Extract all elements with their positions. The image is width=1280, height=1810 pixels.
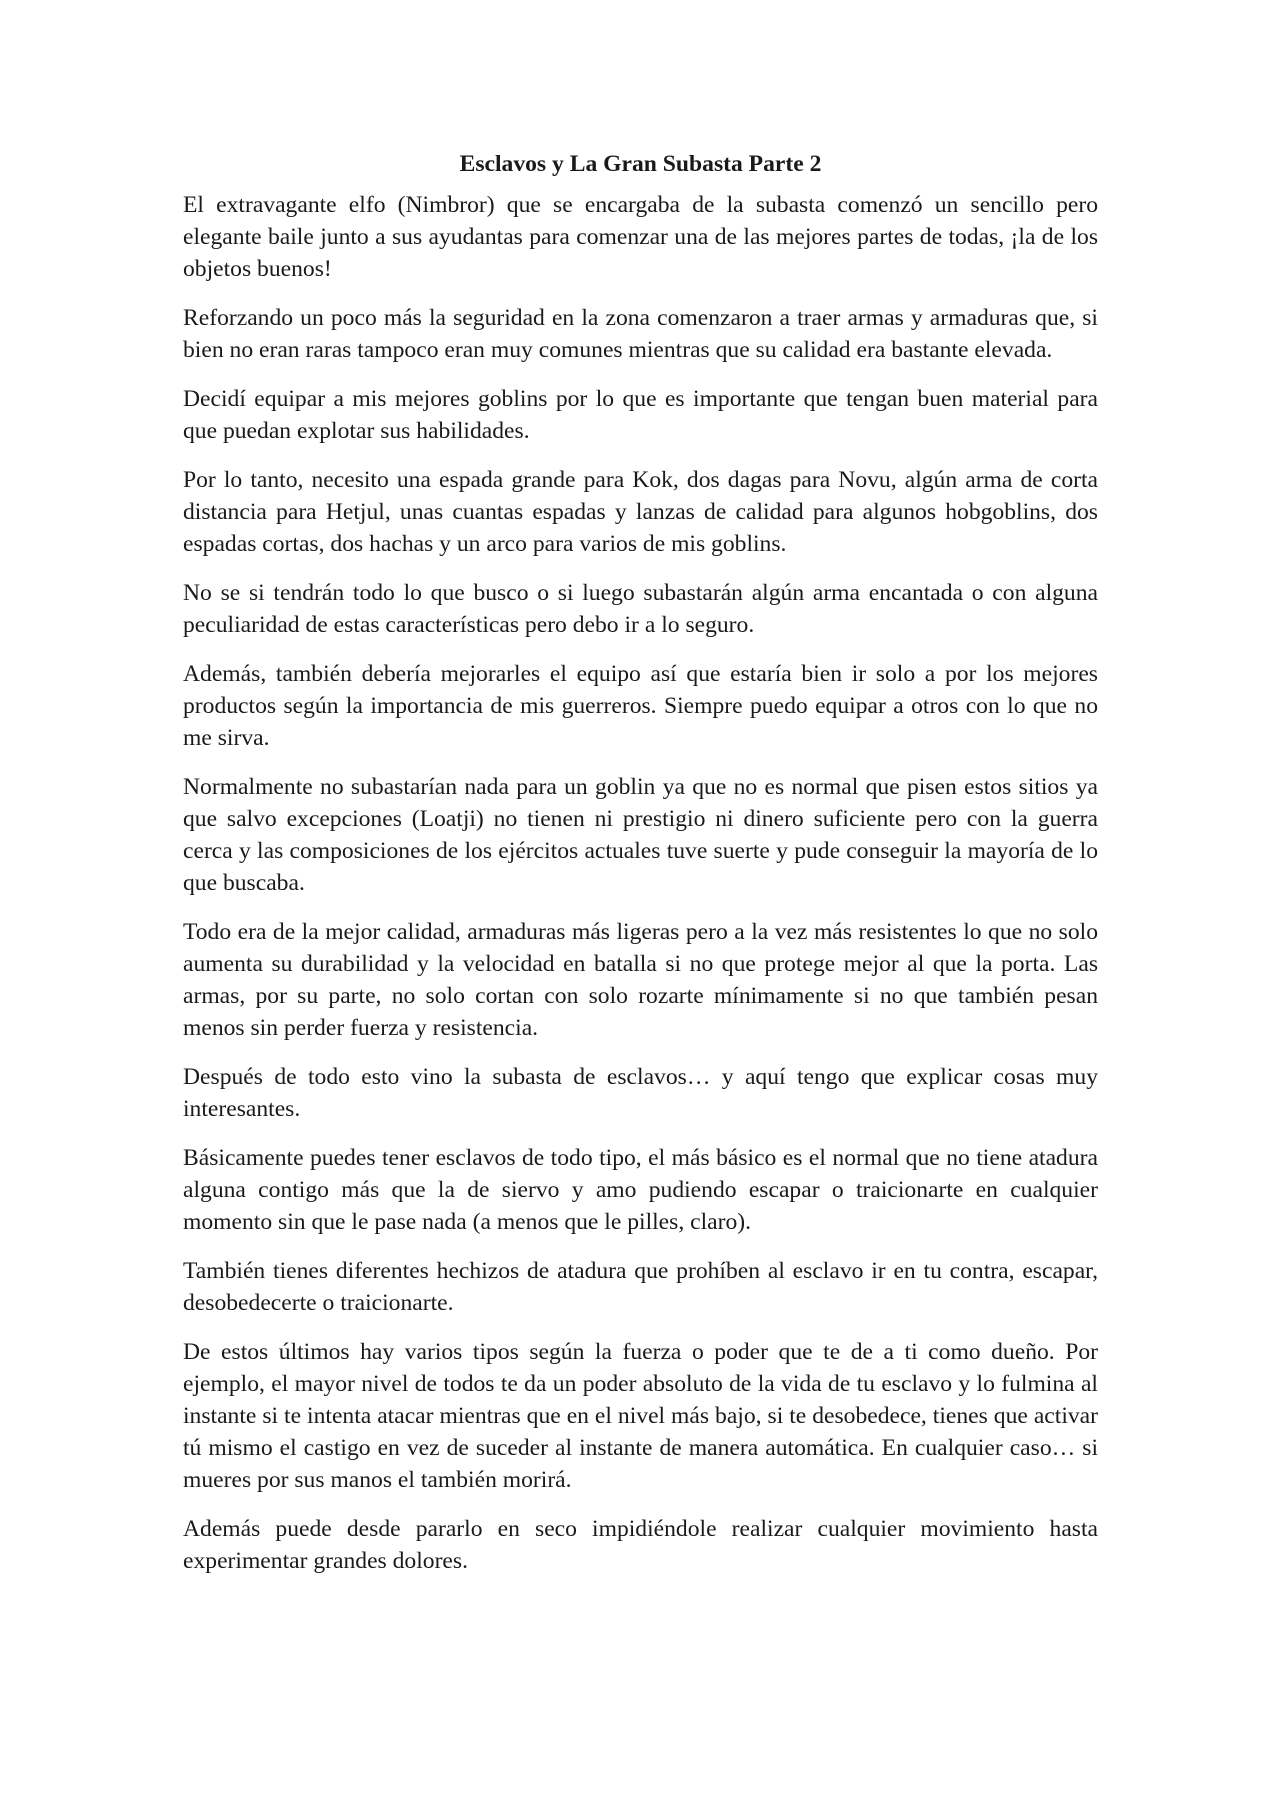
paragraph: Reforzando un poco más la seguridad en la zona comenzaron a traer armas y armaduras que, si bien no eran raras tampoco eran muy comunes mientras que su calidad era bastante elevada. xyxy=(183,305,1098,363)
paragraph: Por lo tanto, necesito una espada grande para Kok, dos dagas para Novu, algún arma de corta distancia para Hetjul, unas cuantas espadas y lanzas de calidad para algunos hobgoblins, dos espadas cortas, dos hachas y un arco para varios de mis goblins. xyxy=(183,467,1098,557)
paragraph: De estos últimos hay varios tipos según la fuerza o poder que te de a ti como dueño. Por ejemplo, el mayor nivel de todos te da un poder absoluto de la vida de tu esclavo y lo fulmina al instante si te intenta atacar mientras que en el nivel más bajo, si te desobedece, tienes que activar tú mismo el castigo en vez de suceder al instante de manera automática. En cualquier caso… si mueres por sus manos el también morirá. xyxy=(183,1339,1098,1493)
paragraph: El extravagante elfo (Nimbror) que se encargaba de la subasta comenzó un sencillo pero elegante baile junto a sus ayudantas para comenzar una de las mejores partes de todas, ¡la de los objetos buenos! xyxy=(183,192,1098,282)
paragraph: Además puede desde pararlo en seco impidiéndole realizar cualquier movimiento hasta experimentar grandes dolores. xyxy=(183,1516,1098,1574)
document-page xyxy=(183,148,1098,1594)
paragraph: Normalmente no subastarían nada para un goblin ya que no es normal que pisen estos sitios ya que salvo excepciones (Loatji) no tienen ni prestigio ni dinero suficiente pero con la guerra cerca y las composiciones de los ejércitos actuales tuve suerte y pude conseguir la mayoría de lo que buscaba. xyxy=(183,774,1098,896)
paragraph: Todo era de la mejor calidad, armaduras más ligeras pero a la vez más resistentes lo que no solo aumenta su durabilidad y la velocidad en batalla si no que protege mejor al que la porta. Las armas, por su parte, no solo cortan con solo rozarte mínimamente si no que también pesan menos sin perder fuerza y resistencia. xyxy=(183,919,1098,1041)
paragraph: También tienes diferentes hechizos de atadura que prohíben al esclavo ir en tu contra, escapar, desobedecerte o traicionarte. xyxy=(183,1258,1098,1316)
paragraph: Además, también debería mejorarles el equipo así que estaría bien ir solo a por los mejores productos según la importancia de mis guerreros. Siempre puedo equipar a otros con lo que no me sirva. xyxy=(183,661,1098,751)
paragraph: Después de todo esto vino la subasta de esclavos… y aquí tengo que explicar cosas muy interesantes. xyxy=(183,1064,1098,1122)
paragraph: No se si tendrán todo lo que busco o si luego subastarán algún arma encantada o con alguna peculiaridad de estas características pero debo ir a lo seguro. xyxy=(183,580,1098,638)
paragraph: Básicamente puedes tener esclavos de todo tipo, el más básico es el normal que no tiene atadura alguna contigo más que la de siervo y amo pudiendo escapar o traicionarte en cualquier momento sin que le pase nada (a menos que le pilles, claro). xyxy=(183,1145,1098,1235)
paragraph: Decidí equipar a mis mejores goblins por lo que es importante que tengan buen material para que puedan explotar sus habilidades. xyxy=(183,386,1098,444)
document-title: Esclavos y La Gran Subasta Parte 2 xyxy=(459,151,822,177)
